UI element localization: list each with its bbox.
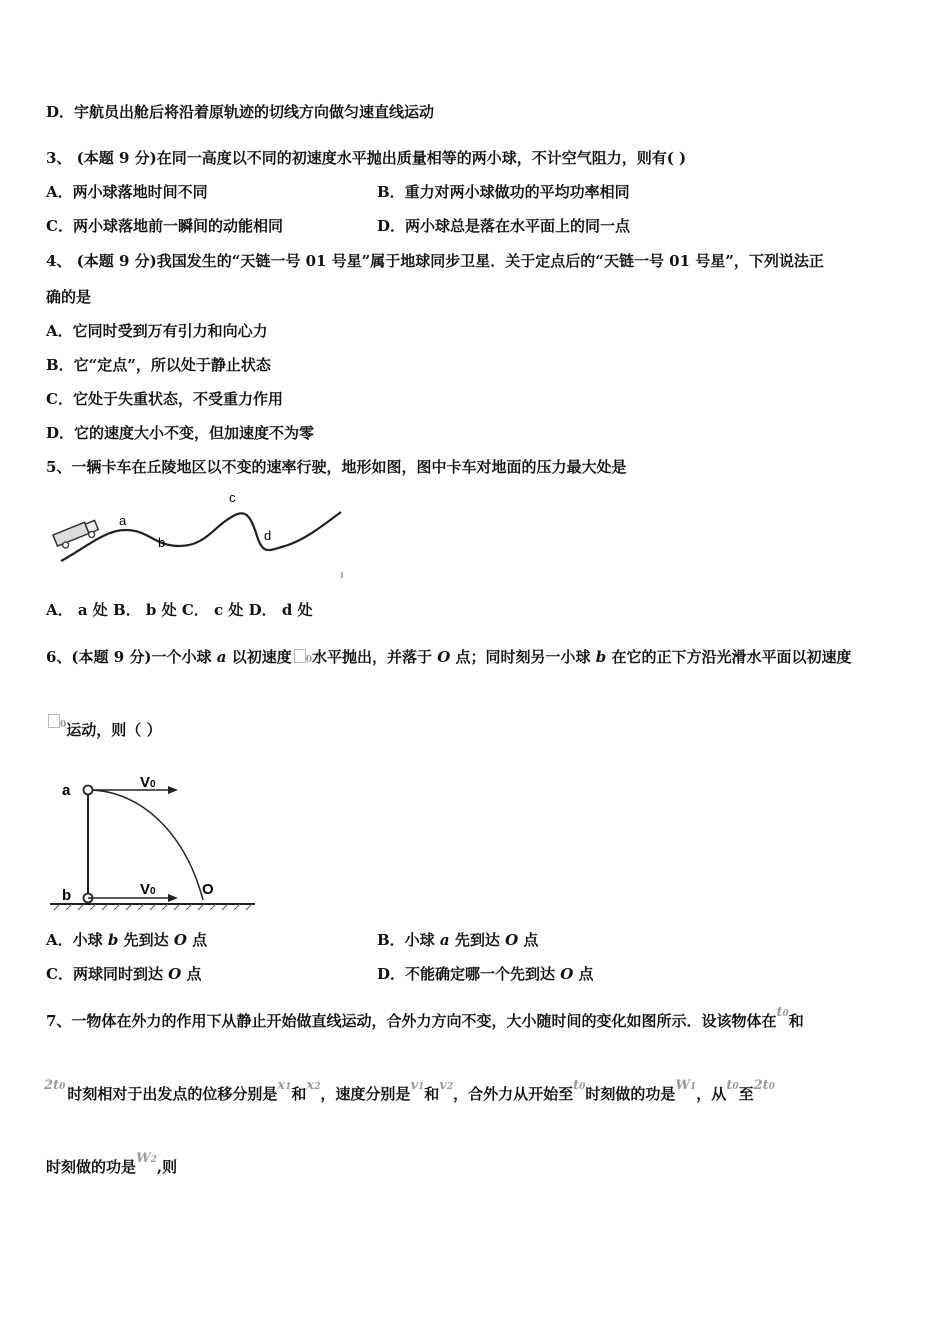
label-c: c — [229, 490, 236, 505]
q4-option-b: B．它“定点”，所以处于静止状态 — [46, 356, 271, 374]
q6-stem-line1: 6、(本题 9 分)一个小球 a 以初速度 0水平抛出，并落于 O 点；同时刻另一小球 b 在它的正下方沿光滑水平面以初速度 — [46, 648, 852, 666]
label-b: b — [158, 535, 166, 550]
q4-option-c: C．它处于失重状态，不受重力作用 — [46, 390, 283, 408]
fig-label-o: O — [202, 881, 214, 898]
truck-icon — [53, 519, 100, 551]
q5-terrain-figure — [45, 488, 350, 580]
q3-option-a: A．两小球落地时间不同 — [46, 183, 208, 201]
q6-option-d: D．不能确定哪一个先到达 O 点 — [377, 965, 594, 983]
ball-a — [84, 786, 93, 795]
q6-stem-line2: $^0$运动，则（ ） — [46, 719, 162, 744]
label-d: d — [264, 528, 272, 543]
q3-option-b: B．重力对两小球做功的平均功率相同 — [377, 183, 630, 201]
q5-stem: 5、一辆卡车在丘陵地区以不变的速率行驶，地形如图，图中卡车对地面的压力最大处是 — [46, 458, 627, 476]
q3-option-c: C．两小球落地前一瞬间的动能相同 — [46, 217, 283, 235]
q4-stem-line2: 确的是 — [46, 288, 92, 306]
fig-label-a: a — [62, 782, 71, 799]
q3-stem: 3、 (本题 9 分)在同一高度以不同的初速度水平抛出质量相等的两小球，不计空气阻力，则有( ) — [46, 149, 687, 167]
q4-stem-line1: 4、 (本题 9 分)我国发生的“天链一号 01 号星”属于地球同步卫星．关于定点后的“天链一号 01 号星”，下列说法正 — [46, 252, 824, 270]
q6-option-b: B．小球 a 先到达 O 点 — [377, 931, 539, 949]
fig-label-b: b — [62, 887, 72, 904]
fig-label-v0-bottom: V0 — [140, 881, 156, 898]
fig-label-v0-top: V0 — [140, 774, 156, 791]
q7-stem-line2: 2t0 时刻相对于出发点的位移分别是x1和x2，速度分别是v1和v2，合外力从开始至t0时刻做的功是W1，从t0至2t0 — [44, 1078, 775, 1103]
q7-stem-line3: 时刻做的功是W2,则 — [46, 1151, 178, 1176]
q6-option-a: A．小球 b 先到达 O 点 — [46, 931, 208, 949]
q3-option-d: D．两小球总是落在水平面上的同一点 — [377, 217, 631, 235]
q4-option-d: D．它的速度大小不变，但加速度不为零 — [46, 424, 315, 442]
label-a: a — [119, 513, 127, 528]
q6-projectile-figure — [50, 772, 260, 912]
q4-option-a: A．它同时受到万有引力和向心力 — [46, 322, 268, 340]
q2-option-d: D．宇航员出舱后将沿着原轨迹的切线方向做匀速直线运动 — [46, 103, 435, 121]
missing-glyph-icon — [294, 649, 306, 663]
q6-option-c: C．两球同时到达 O 点 — [46, 965, 202, 983]
q5-options: A． a 处 B． b 处 C． c 处 D． d 处 — [46, 601, 313, 619]
missing-glyph-icon — [48, 714, 60, 728]
q7-stem-line1: 7、一物体在外力的作用下从静止开始做直线运动，合外力方向不变，大小随时间的变化如图所示．设该物体在t0和 — [46, 1005, 804, 1030]
terrain-curve — [61, 512, 341, 561]
